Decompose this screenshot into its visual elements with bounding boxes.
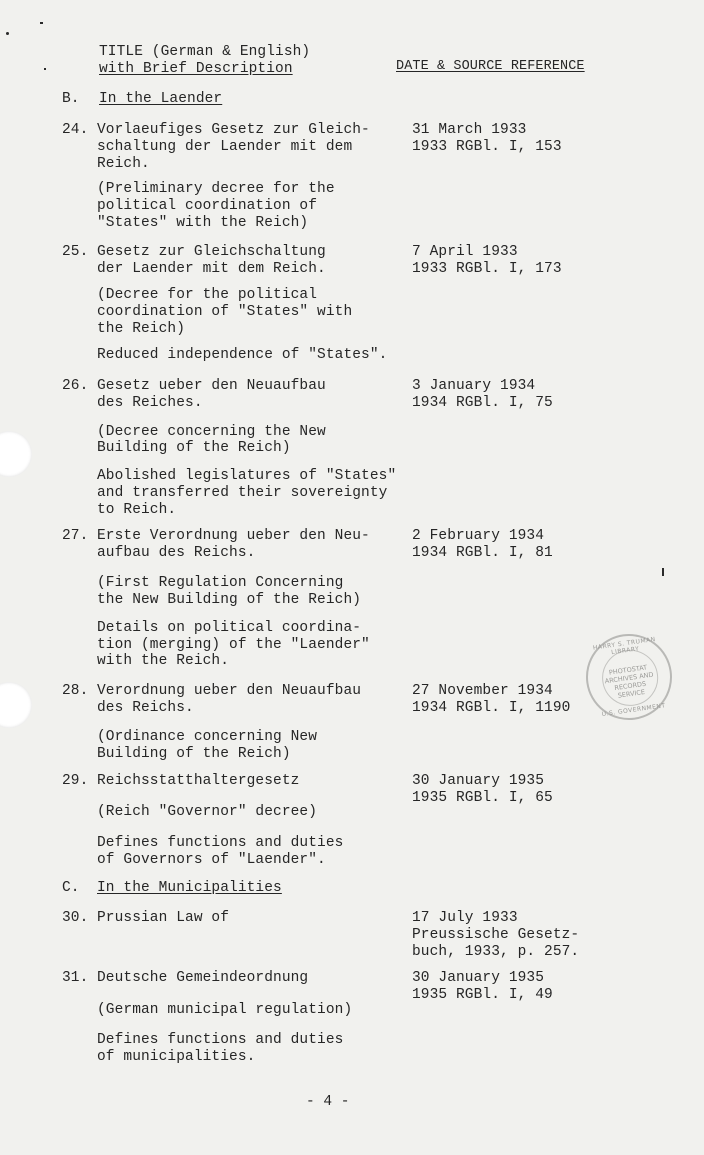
entry-number: 31. — [62, 970, 89, 986]
entry-note-line: to Reich. — [97, 502, 177, 518]
entry-title-line: Erste Verordnung ueber den Neu- — [97, 528, 370, 544]
entry-note-line: Reduced independence of "States". — [97, 347, 388, 363]
entry-source: Preussische Gesetz- — [412, 927, 580, 943]
entry-date: 17 July 1933 — [412, 910, 518, 926]
entry-translation-line: political coordination of — [97, 198, 318, 214]
entry-translation-line: Building of the Reich) — [97, 746, 291, 762]
entry-note-line: of Governors of "Laender". — [97, 852, 326, 868]
entry-translation-line: (Decree concerning the New — [97, 424, 326, 440]
header-title-column-2: with Brief Description — [99, 61, 293, 77]
entry-source: 1934 RGBl. I, 1190 — [412, 700, 571, 716]
entry-translation-line: the Reich) — [97, 321, 186, 337]
entry-translation-line: "States" with the Reich) — [97, 215, 309, 231]
entry-source: 1933 RGBl. I, 173 — [412, 261, 562, 277]
entry-title-line: Verordnung ueber den Neuaufbau — [97, 683, 362, 699]
section-c-label: C. — [62, 880, 80, 896]
entry-note-line: Abolished legislatures of "States" — [97, 468, 397, 484]
entry-date: 2 February 1934 — [412, 528, 545, 544]
entry-title-line: Prussian Law of — [97, 910, 230, 926]
entry-title-line: Gesetz ueber den Neuaufbau — [97, 378, 326, 394]
entry-translation-line: (Reich "Governor" decree) — [97, 804, 318, 820]
entry-number: 29. — [62, 773, 89, 789]
entry-source: 1935 RGBl. I, 49 — [412, 987, 553, 1003]
entry-translation-line: coordination of "States" with — [97, 304, 353, 320]
page-number: - 4 - — [306, 1094, 350, 1110]
entry-title-line: Vorlaeufiges Gesetz zur Gleich- — [97, 122, 370, 138]
entry-translation-line: (Decree for the political — [97, 287, 318, 303]
entry-note-line: Defines functions and duties — [97, 835, 344, 851]
stamp-ring-text-top: HARRY S. TRUMAN LIBRARY — [592, 635, 657, 657]
entry-translation-line: (Preliminary decree for the — [97, 181, 335, 197]
entry-source-line-2: buch, 1933, p. 257. — [412, 944, 580, 960]
punch-hole-top — [0, 431, 32, 477]
entry-number: 27. — [62, 528, 89, 544]
stray-mark — [40, 22, 43, 24]
entry-note-line: Details on political coordina- — [97, 620, 362, 636]
header-title-column: TITLE (German & English) — [99, 44, 311, 60]
entry-title-line: Gesetz zur Gleichschaltung — [97, 244, 326, 260]
entry-translation-line: (First Regulation Concerning — [97, 575, 344, 591]
entry-number: 28. — [62, 683, 89, 699]
stray-mark — [44, 68, 46, 70]
entry-note-line: Defines functions and duties — [97, 1032, 344, 1048]
entry-date: 27 November 1934 — [412, 683, 553, 699]
entry-note-line: with the Reich. — [97, 653, 230, 669]
entry-source: 1933 RGBl. I, 153 — [412, 139, 562, 155]
entry-title-line: des Reiches. — [97, 395, 203, 411]
entry-source: 1934 RGBl. I, 75 — [412, 395, 553, 411]
entry-translation-line: (German municipal regulation) — [97, 1002, 353, 1018]
entry-title-line: der Laender mit dem Reich. — [97, 261, 326, 277]
stray-mark — [6, 32, 9, 35]
entry-title-line: Reich. — [97, 156, 150, 172]
entry-translation-line: Building of the Reich) — [97, 440, 291, 456]
entry-title-line: Reichsstatthaltergesetz — [97, 773, 300, 789]
entry-note-line: tion (merging) of the "Laender" — [97, 637, 370, 653]
entry-number: 30. — [62, 910, 89, 926]
archive-stamp — [580, 628, 677, 725]
stray-mark — [662, 568, 664, 576]
entry-title-line: des Reichs. — [97, 700, 194, 716]
punch-hole-bottom — [0, 682, 32, 728]
entry-title-line: schaltung der Laender mit dem — [97, 139, 353, 155]
entry-number: 24. — [62, 122, 89, 138]
entry-source: 1934 RGBl. I, 81 — [412, 545, 553, 561]
stamp-ring-text-bottom: U.S. GOVERNMENT — [601, 702, 667, 719]
entry-number: 26. — [62, 378, 89, 394]
entry-note-line: of municipalities. — [97, 1049, 256, 1065]
entry-number: 25. — [62, 244, 89, 260]
section-c-title: In the Municipalities — [97, 880, 282, 896]
entry-date: 31 March 1933 — [412, 122, 527, 138]
entry-source: 1935 RGBl. I, 65 — [412, 790, 553, 806]
section-b-title: In the Laender — [99, 91, 223, 107]
entry-date: 3 January 1934 — [412, 378, 536, 394]
header-date-column: DATE & SOURCE REFERENCE — [396, 59, 585, 74]
entry-title-line: aufbau des Reichs. — [97, 545, 256, 561]
section-b-label: B. — [62, 91, 80, 107]
entry-translation-line: (Ordinance concerning New — [97, 729, 318, 745]
entry-title-line: Deutsche Gemeindeordnung — [97, 970, 309, 986]
stamp-center-text: PHOTOSTAT ARCHIVES AND RECORDS SERVICE — [604, 663, 654, 700]
entry-note-line: and transferred their sovereignty — [97, 485, 388, 501]
entry-date: 7 April 1933 — [412, 244, 518, 260]
entry-translation-line: the New Building of the Reich) — [97, 592, 362, 608]
entry-date: 30 January 1935 — [412, 773, 545, 789]
entry-date: 30 January 1935 — [412, 970, 545, 986]
